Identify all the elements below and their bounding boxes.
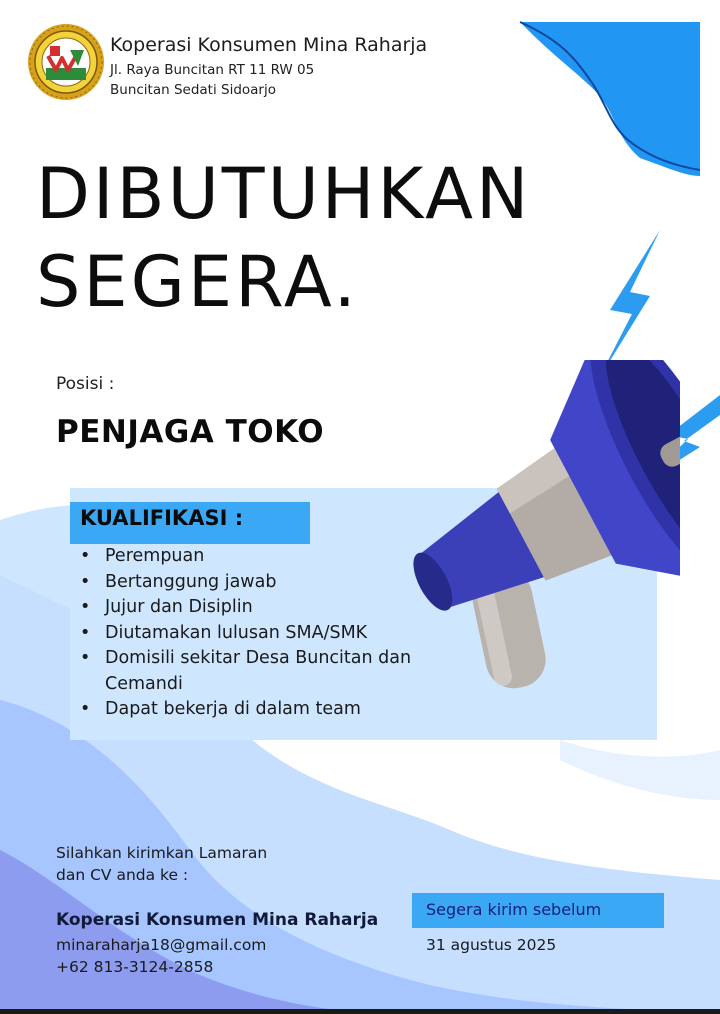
list-item: • Jujur dan Disiplin xyxy=(78,595,478,621)
deadline-label: Segera kirim sebelum xyxy=(426,900,602,919)
contact-email[interactable]: minaraharja18@gmail.com xyxy=(56,936,267,954)
megaphone-icon xyxy=(380,360,680,700)
list-item: • Dapat bekerja di dalam team xyxy=(78,697,478,723)
position-title: PENJAGA TOKO xyxy=(56,414,325,450)
address-line-1: Jl. Raya Buncitan RT 11 RW 05 xyxy=(110,62,315,78)
contact-organization: Koperasi Konsumen Mina Raharja xyxy=(56,910,379,930)
cooperative-logo-icon xyxy=(26,22,106,102)
headline-line-2: SEGERA. xyxy=(36,241,359,323)
list-item: • Domisili sekitar Desa Buncitan dan Cemandi xyxy=(78,646,478,697)
bottom-divider xyxy=(0,1009,720,1014)
organization-name: Koperasi Konsumen Mina Raharja xyxy=(110,34,428,56)
send-instruction-line-2: dan CV anda ke : xyxy=(56,866,189,884)
qualifications-title: KUALIFIKASI : xyxy=(80,506,244,530)
headline-line-1: DIBUTUHKAN xyxy=(36,153,532,235)
list-item: • Diutamakan lulusan SMA/SMK xyxy=(78,621,478,647)
address-line-2: Buncitan Sedati Sidoarjo xyxy=(110,82,276,98)
position-label: Posisi : xyxy=(56,374,115,394)
lightning-bolt-icon xyxy=(590,230,670,380)
list-item: • Bertanggung jawab xyxy=(78,570,478,596)
deadline-date: 31 agustus 2025 xyxy=(426,936,557,954)
top-right-blob xyxy=(520,22,700,176)
headline xyxy=(36,150,531,326)
send-instruction-line-1: Silahkan kirimkan Lamaran xyxy=(56,844,268,862)
list-item: • Perempuan xyxy=(78,544,478,570)
contact-phone[interactable]: +62 813-3124-2858 xyxy=(56,958,214,976)
